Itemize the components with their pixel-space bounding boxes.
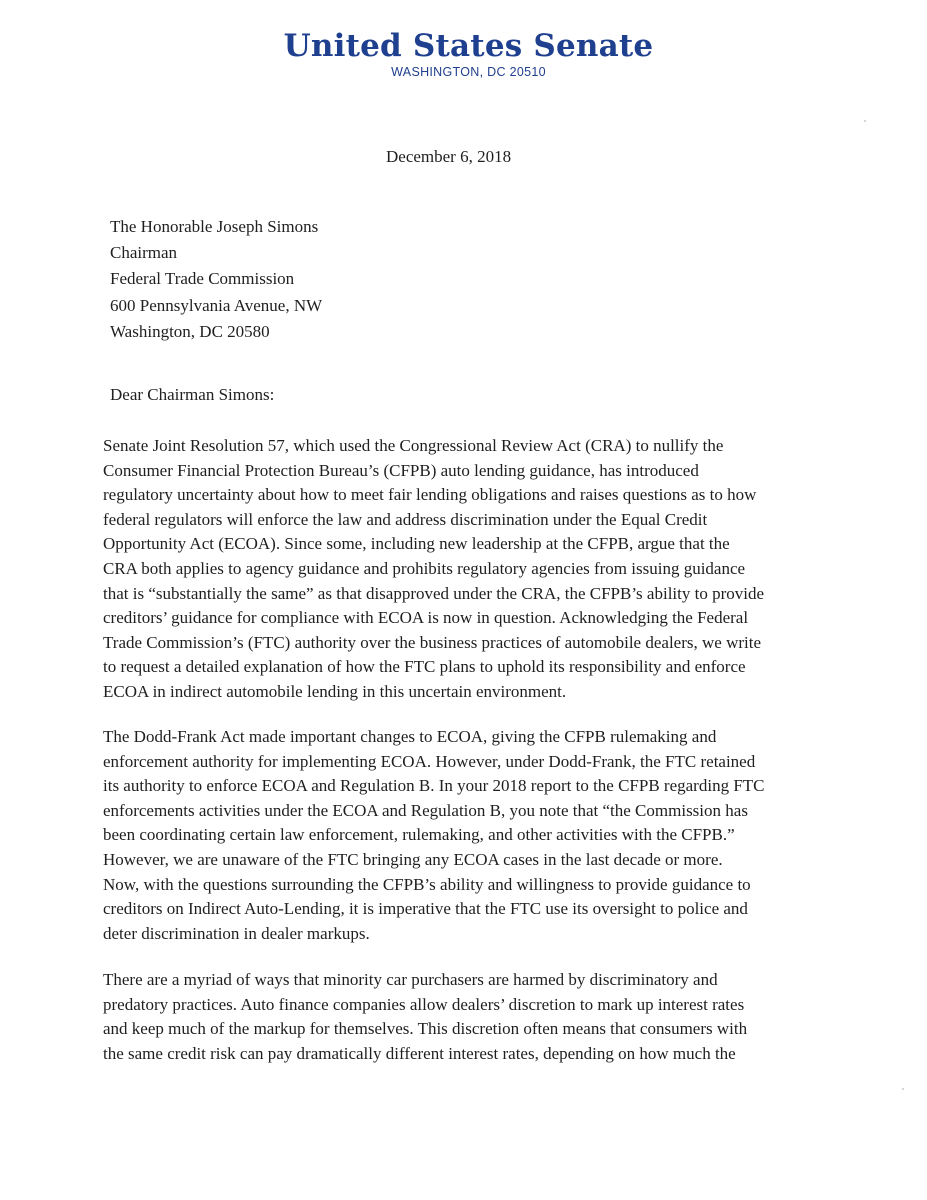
text-line: CRA both applies to agency guidance and prohibits regulatory agencies from issuing guidance bbox=[103, 558, 746, 578]
paragraph-cra-guidance bbox=[103, 434, 764, 705]
text-line: However, we are unaware of the FTC bringing any ECOA cases in the last decade or more. bbox=[103, 849, 723, 869]
paragraph-minority-harm bbox=[103, 968, 747, 1066]
scan-speck bbox=[902, 1088, 904, 1090]
text-line: been coordinating certain law enforcement, rulemaking, and other activities with the CFPB.” bbox=[103, 825, 735, 845]
letterhead-address: WASHINGTON, DC 20510 bbox=[391, 65, 546, 79]
text-line: deter discrimination in dealer markups. bbox=[103, 923, 370, 943]
letterhead-title: United States Senate bbox=[283, 28, 654, 64]
text-line: and keep much of the markup for themselves. This discretion often means that consumers with bbox=[103, 1019, 748, 1039]
text-line: predatory practices. Auto finance companies allow dealers’ discretion to mark up interest rates bbox=[103, 994, 745, 1014]
text-line: enforcements activities under the ECOA and Regulation B, you note that “the Commission has bbox=[103, 800, 748, 820]
text-line: Now, with the questions surrounding the CFPB’s ability and willingness to provide guidance to bbox=[103, 874, 751, 894]
recipient-line: Chairman bbox=[110, 243, 178, 263]
text-line: Consumer Financial Protection Bureau’s (CFPB) auto lending guidance, has introduced bbox=[103, 460, 699, 480]
text-line: regulatory uncertainty about how to meet fair lending obligations and raises questions as to how bbox=[103, 485, 757, 505]
recipient-line: Federal Trade Commission bbox=[110, 269, 295, 289]
text-line: The Dodd-Frank Act made important changes to ECOA, giving the CFPB rulemaking and bbox=[103, 727, 717, 746]
text-line: its authority to enforce ECOA and Regulation B. In your 2018 report to the CFPB regarding FTC bbox=[103, 776, 765, 796]
letter-date: December 6, 2018 bbox=[386, 147, 512, 166]
scan-speck bbox=[864, 120, 866, 122]
recipient-line: The Honorable Joseph Simons bbox=[110, 217, 319, 236]
text-line: that is “substantially the same” as that disapproved under the CRA, the CFPB’s ability to provide bbox=[103, 583, 765, 603]
recipient-address bbox=[110, 214, 322, 345]
recipient-line: 600 Pennsylvania Avenue, NW bbox=[110, 295, 323, 315]
text-line: Trade Commission’s (FTC) authority over the business practices of automobile dealers, we write bbox=[103, 632, 761, 652]
text-line: federal regulators will enforce the law and address discrimination under the Equal Credit bbox=[103, 509, 708, 529]
text-line: Opportunity Act (ECOA). Since some, including new leadership at the CFPB, argue that the bbox=[103, 534, 730, 554]
text-line: ECOA in indirect automobile lending in this uncertain environment. bbox=[103, 681, 567, 701]
text-line: creditors on Indirect Auto-Lending, it is imperative that the FTC use its oversight to police and bbox=[103, 899, 748, 919]
text-line: enforcement authority for implementing ECOA. However, under Dodd-Frank, the FTC retained bbox=[103, 751, 756, 771]
text-line: creditors’ guidance for compliance with ECOA is now in question. Acknowledging the Federal bbox=[103, 608, 749, 628]
senate-letterhead bbox=[0, 28, 927, 80]
salutation: Dear Chairman Simons: bbox=[110, 385, 275, 404]
text-line: There are a myriad of ways that minority car purchasers are harmed by discriminatory and bbox=[103, 970, 718, 989]
paragraph-dodd-frank bbox=[103, 725, 765, 946]
text-line: to request a detailed explanation of how the FTC plans to uphold its responsibility and enforce bbox=[103, 657, 746, 677]
text-line: Senate Joint Resolution 57, which used the Congressional Review Act (CRA) to nullify the bbox=[103, 436, 724, 455]
recipient-line: Washington, DC 20580 bbox=[110, 321, 270, 341]
text-line: the same credit risk can pay dramatically different interest rates, depending on how much the bbox=[103, 1043, 736, 1063]
